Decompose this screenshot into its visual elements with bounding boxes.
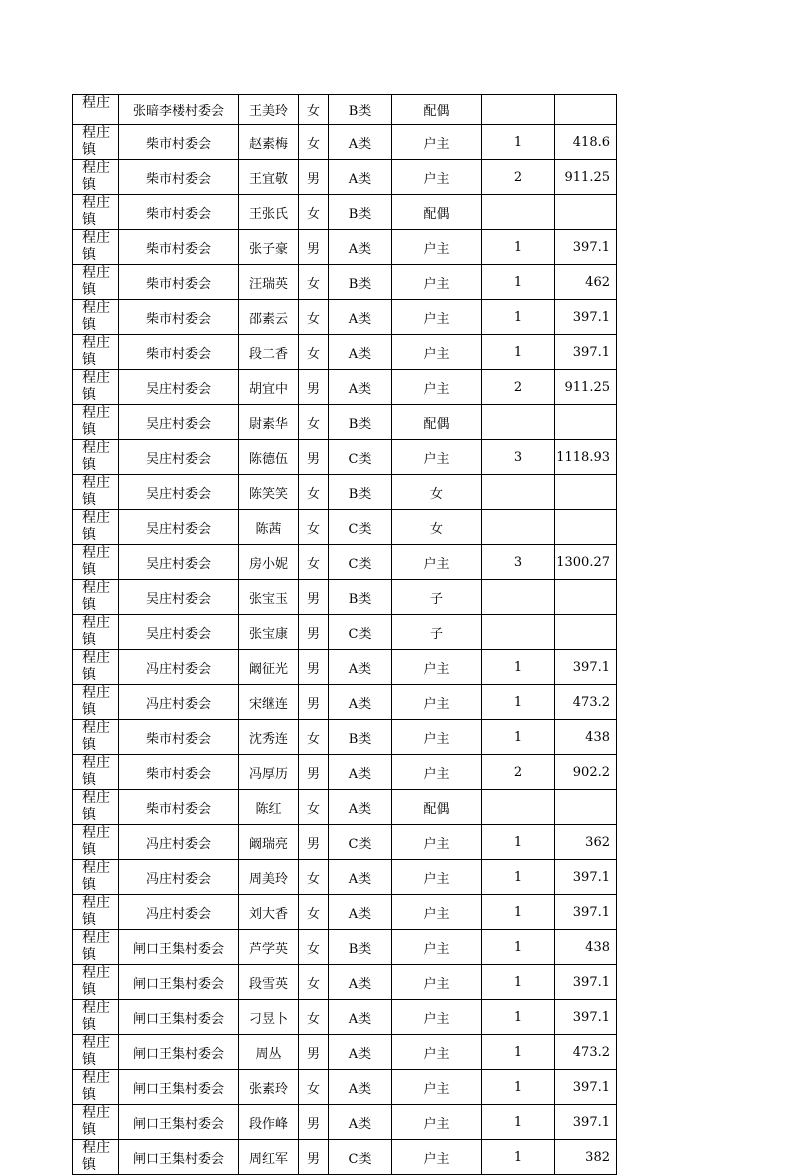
count-cell: 3: [482, 545, 555, 580]
name-cell: 阚征光: [239, 650, 299, 685]
relation-cell: 户主: [392, 685, 482, 720]
relation-cell: 配偶: [392, 405, 482, 440]
table-row: [73, 965, 617, 1000]
town-cell: 程庄镇: [73, 160, 119, 195]
amount-cell: 438: [555, 720, 617, 755]
amount-cell: [555, 510, 617, 545]
village-cell: 吴庄村委会: [119, 370, 239, 405]
relation-cell: 配偶: [392, 195, 482, 230]
village-cell: 吴庄村委会: [119, 615, 239, 650]
amount-cell: 1118.93: [555, 440, 617, 475]
name-cell: 赵素梅: [239, 125, 299, 160]
gender-cell: 女: [299, 405, 329, 440]
name-cell: 陈德伍: [239, 440, 299, 475]
category-cell: B类: [329, 930, 392, 965]
village-cell: 吴庄村委会: [119, 405, 239, 440]
town-cell: 程庄镇: [73, 440, 119, 475]
category-cell: A类: [329, 1000, 392, 1035]
name-cell: 陈茜: [239, 510, 299, 545]
village-cell: 柴市村委会: [119, 755, 239, 790]
category-cell: A类: [329, 965, 392, 1000]
name-cell: 段二香: [239, 335, 299, 370]
amount-cell: 397.1: [555, 965, 617, 1000]
amount-cell: [555, 615, 617, 650]
town-cell: 程庄镇: [73, 510, 119, 545]
relation-cell: 户主: [392, 160, 482, 195]
amount-cell: 397.1: [555, 895, 617, 930]
gender-cell: 女: [299, 545, 329, 580]
gender-cell: 女: [299, 930, 329, 965]
table-row: [73, 930, 617, 965]
table-row: [73, 335, 617, 370]
gender-cell: 男: [299, 1140, 329, 1175]
amount-cell: [555, 195, 617, 230]
amount-cell: [555, 405, 617, 440]
gender-cell: 男: [299, 1035, 329, 1070]
table-row: [73, 440, 617, 475]
name-cell: 周美玲: [239, 860, 299, 895]
town-cell: 程庄镇: [73, 720, 119, 755]
amount-cell: [555, 790, 617, 825]
count-cell: [482, 95, 555, 125]
table-row: [73, 95, 617, 125]
count-cell: 1: [482, 720, 555, 755]
town-cell: 程庄镇: [73, 965, 119, 1000]
table-row: [73, 720, 617, 755]
village-cell: 柴市村委会: [119, 125, 239, 160]
village-cell: 冯庄村委会: [119, 650, 239, 685]
gender-cell: 女: [299, 335, 329, 370]
gender-cell: 女: [299, 265, 329, 300]
count-cell: 1: [482, 1070, 555, 1105]
count-cell: [482, 790, 555, 825]
gender-cell: 男: [299, 230, 329, 265]
table-row: [73, 755, 617, 790]
town-cell: 程庄镇: [73, 125, 119, 160]
village-cell: 吴庄村委会: [119, 580, 239, 615]
village-cell: 冯庄村委会: [119, 825, 239, 860]
table-row: [73, 125, 617, 160]
gender-cell: 男: [299, 370, 329, 405]
village-cell: 吴庄村委会: [119, 510, 239, 545]
village-cell: 闸口王集村委会: [119, 1070, 239, 1105]
village-cell: 柴市村委会: [119, 790, 239, 825]
category-cell: C类: [329, 825, 392, 860]
village-cell: 柴市村委会: [119, 195, 239, 230]
category-cell: A类: [329, 335, 392, 370]
relation-cell: 户主: [392, 1035, 482, 1070]
table-row: [73, 1140, 617, 1175]
gender-cell: 男: [299, 650, 329, 685]
table-row: [73, 545, 617, 580]
category-cell: A类: [329, 755, 392, 790]
town-cell: 程庄镇: [73, 545, 119, 580]
category-cell: A类: [329, 370, 392, 405]
village-cell: 闸口王集村委会: [119, 1140, 239, 1175]
table-row: [73, 265, 617, 300]
table-row: [73, 510, 617, 545]
relation-cell: 户主: [392, 335, 482, 370]
name-cell: 刁昱卜: [239, 1000, 299, 1035]
relation-cell: 户主: [392, 895, 482, 930]
category-cell: A类: [329, 685, 392, 720]
gender-cell: 男: [299, 440, 329, 475]
gender-cell: 男: [299, 615, 329, 650]
gender-cell: 女: [299, 965, 329, 1000]
village-cell: 吴庄村委会: [119, 475, 239, 510]
count-cell: 1: [482, 335, 555, 370]
gender-cell: 男: [299, 160, 329, 195]
town-cell: 程庄镇: [73, 1000, 119, 1035]
town-cell: 程庄镇: [73, 195, 119, 230]
relation-cell: 户主: [392, 1105, 482, 1140]
name-cell: 张宝玉: [239, 580, 299, 615]
category-cell: B类: [329, 195, 392, 230]
amount-cell: 397.1: [555, 1070, 617, 1105]
name-cell: 冯厚历: [239, 755, 299, 790]
count-cell: [482, 195, 555, 230]
amount-cell: 1300.27: [555, 545, 617, 580]
count-cell: [482, 615, 555, 650]
gender-cell: 女: [299, 720, 329, 755]
amount-cell: 462: [555, 265, 617, 300]
name-cell: 周丛: [239, 1035, 299, 1070]
count-cell: 1: [482, 895, 555, 930]
table-row: [73, 650, 617, 685]
amount-cell: 397.1: [555, 300, 617, 335]
village-cell: 闸口王集村委会: [119, 1000, 239, 1035]
count-cell: 1: [482, 685, 555, 720]
amount-cell: 397.1: [555, 335, 617, 370]
category-cell: A类: [329, 1070, 392, 1105]
relation-cell: 户主: [392, 720, 482, 755]
gender-cell: 女: [299, 1000, 329, 1035]
village-cell: 闸口王集村委会: [119, 930, 239, 965]
category-cell: A类: [329, 1035, 392, 1070]
count-cell: [482, 475, 555, 510]
name-cell: 段作峰: [239, 1105, 299, 1140]
village-cell: 柴市村委会: [119, 335, 239, 370]
town-cell: 程庄镇: [73, 825, 119, 860]
gender-cell: 女: [299, 1070, 329, 1105]
town-cell: 程庄: [73, 95, 119, 125]
table-row: [73, 615, 617, 650]
table-row: [73, 580, 617, 615]
town-cell: 程庄镇: [73, 685, 119, 720]
amount-cell: 397.1: [555, 1000, 617, 1035]
name-cell: 邵素云: [239, 300, 299, 335]
count-cell: 1: [482, 930, 555, 965]
amount-cell: [555, 95, 617, 125]
gender-cell: 女: [299, 895, 329, 930]
category-cell: B类: [329, 265, 392, 300]
gender-cell: 男: [299, 755, 329, 790]
category-cell: A类: [329, 1105, 392, 1140]
town-cell: 程庄镇: [73, 230, 119, 265]
category-cell: A类: [329, 895, 392, 930]
count-cell: 1: [482, 300, 555, 335]
town-cell: 程庄镇: [73, 370, 119, 405]
category-cell: A类: [329, 300, 392, 335]
table-row: [73, 1000, 617, 1035]
name-cell: 胡宜中: [239, 370, 299, 405]
village-cell: 柴市村委会: [119, 230, 239, 265]
relation-cell: 子: [392, 615, 482, 650]
relation-cell: 女: [392, 475, 482, 510]
category-cell: B类: [329, 580, 392, 615]
count-cell: [482, 510, 555, 545]
relation-cell: 户主: [392, 370, 482, 405]
relation-cell: 户主: [392, 755, 482, 790]
name-cell: 张素玲: [239, 1070, 299, 1105]
gender-cell: 女: [299, 790, 329, 825]
relation-cell: 户主: [392, 965, 482, 1000]
amount-cell: 362: [555, 825, 617, 860]
amount-cell: 418.6: [555, 125, 617, 160]
relation-cell: 配偶: [392, 790, 482, 825]
town-cell: 程庄镇: [73, 860, 119, 895]
name-cell: 沈秀连: [239, 720, 299, 755]
town-cell: 程庄镇: [73, 580, 119, 615]
count-cell: 2: [482, 160, 555, 195]
name-cell: 张宝康: [239, 615, 299, 650]
town-cell: 程庄镇: [73, 300, 119, 335]
gender-cell: 女: [299, 300, 329, 335]
name-cell: 张子豪: [239, 230, 299, 265]
amount-cell: 397.1: [555, 860, 617, 895]
town-cell: 程庄镇: [73, 755, 119, 790]
amount-cell: 397.1: [555, 230, 617, 265]
category-cell: A类: [329, 125, 392, 160]
name-cell: 陈笑笑: [239, 475, 299, 510]
town-cell: 程庄镇: [73, 615, 119, 650]
table-row: [73, 1035, 617, 1070]
gender-cell: 女: [299, 195, 329, 230]
relation-cell: 户主: [392, 125, 482, 160]
category-cell: A类: [329, 790, 392, 825]
count-cell: 1: [482, 1000, 555, 1035]
table-row: [73, 825, 617, 860]
table-row: [73, 1105, 617, 1140]
gender-cell: 女: [299, 510, 329, 545]
town-cell: 程庄镇: [73, 335, 119, 370]
gender-cell: 女: [299, 860, 329, 895]
count-cell: 1: [482, 965, 555, 1000]
amount-cell: 397.1: [555, 1105, 617, 1140]
count-cell: 1: [482, 265, 555, 300]
relation-cell: 配偶: [392, 95, 482, 125]
table-row: [73, 860, 617, 895]
name-cell: 王宜敬: [239, 160, 299, 195]
town-cell: 程庄镇: [73, 1070, 119, 1105]
table-row: [73, 790, 617, 825]
category-cell: B类: [329, 475, 392, 510]
category-cell: C类: [329, 1140, 392, 1175]
count-cell: 1: [482, 650, 555, 685]
town-cell: 程庄镇: [73, 405, 119, 440]
town-cell: 程庄镇: [73, 790, 119, 825]
gender-cell: 女: [299, 125, 329, 160]
gender-cell: 男: [299, 1105, 329, 1140]
village-cell: 张暗李楼村委会: [119, 95, 239, 125]
relation-cell: 子: [392, 580, 482, 615]
amount-cell: [555, 475, 617, 510]
count-cell: 1: [482, 825, 555, 860]
table-row: [73, 195, 617, 230]
amount-cell: 397.1: [555, 650, 617, 685]
village-cell: 柴市村委会: [119, 300, 239, 335]
table-row: [73, 300, 617, 335]
amount-cell: 902.2: [555, 755, 617, 790]
category-cell: A类: [329, 650, 392, 685]
gender-cell: 男: [299, 825, 329, 860]
amount-cell: 473.2: [555, 685, 617, 720]
village-cell: 吴庄村委会: [119, 545, 239, 580]
village-cell: 冯庄村委会: [119, 860, 239, 895]
table-row: [73, 1070, 617, 1105]
table-row: [73, 405, 617, 440]
village-cell: 柴市村委会: [119, 265, 239, 300]
amount-cell: 911.25: [555, 370, 617, 405]
name-cell: 周红军: [239, 1140, 299, 1175]
relation-cell: 户主: [392, 1000, 482, 1035]
count-cell: 1: [482, 1140, 555, 1175]
category-cell: A类: [329, 160, 392, 195]
table-row: [73, 230, 617, 265]
gender-cell: 女: [299, 95, 329, 125]
table-row: [73, 370, 617, 405]
category-cell: B类: [329, 95, 392, 125]
name-cell: 陈红: [239, 790, 299, 825]
name-cell: 尉素华: [239, 405, 299, 440]
count-cell: 1: [482, 860, 555, 895]
count-cell: [482, 580, 555, 615]
name-cell: 段雪英: [239, 965, 299, 1000]
table-row: [73, 475, 617, 510]
count-cell: 2: [482, 755, 555, 790]
town-cell: 程庄镇: [73, 265, 119, 300]
relation-cell: 户主: [392, 265, 482, 300]
relation-cell: 户主: [392, 230, 482, 265]
count-cell: 1: [482, 1105, 555, 1140]
relation-cell: 户主: [392, 930, 482, 965]
name-cell: 阚瑞亮: [239, 825, 299, 860]
amount-cell: 911.25: [555, 160, 617, 195]
table-row: [73, 685, 617, 720]
relation-cell: 户主: [392, 545, 482, 580]
town-cell: 程庄镇: [73, 1105, 119, 1140]
village-cell: 闸口王集村委会: [119, 1105, 239, 1140]
category-cell: C类: [329, 510, 392, 545]
gender-cell: 男: [299, 580, 329, 615]
town-cell: 程庄镇: [73, 475, 119, 510]
table-row: [73, 895, 617, 930]
village-cell: 冯庄村委会: [119, 685, 239, 720]
relation-cell: 户主: [392, 825, 482, 860]
count-cell: 1: [482, 230, 555, 265]
amount-cell: 473.2: [555, 1035, 617, 1070]
relation-cell: 户主: [392, 1140, 482, 1175]
village-cell: 闸口王集村委会: [119, 1035, 239, 1070]
relation-cell: 户主: [392, 300, 482, 335]
name-cell: 刘大香: [239, 895, 299, 930]
relation-cell: 户主: [392, 440, 482, 475]
relation-cell: 户主: [392, 860, 482, 895]
count-cell: 1: [482, 125, 555, 160]
count-cell: 3: [482, 440, 555, 475]
count-cell: 1: [482, 1035, 555, 1070]
relation-cell: 女: [392, 510, 482, 545]
village-cell: 柴市村委会: [119, 160, 239, 195]
village-cell: 冯庄村委会: [119, 895, 239, 930]
village-cell: 闸口王集村委会: [119, 965, 239, 1000]
category-cell: C类: [329, 545, 392, 580]
category-cell: C类: [329, 440, 392, 475]
table-body: [73, 95, 617, 1175]
village-cell: 柴市村委会: [119, 720, 239, 755]
name-cell: 王美玲: [239, 95, 299, 125]
relation-cell: 户主: [392, 1070, 482, 1105]
town-cell: 程庄镇: [73, 1140, 119, 1175]
town-cell: 程庄镇: [73, 650, 119, 685]
category-cell: A类: [329, 230, 392, 265]
category-cell: C类: [329, 615, 392, 650]
amount-cell: [555, 580, 617, 615]
category-cell: B类: [329, 405, 392, 440]
name-cell: 芦学英: [239, 930, 299, 965]
name-cell: 汪瑞英: [239, 265, 299, 300]
name-cell: 宋继连: [239, 685, 299, 720]
category-cell: B类: [329, 720, 392, 755]
count-cell: 2: [482, 370, 555, 405]
gender-cell: 男: [299, 685, 329, 720]
town-cell: 程庄镇: [73, 930, 119, 965]
name-cell: 房小妮: [239, 545, 299, 580]
table-row: [73, 160, 617, 195]
name-cell: 王张氏: [239, 195, 299, 230]
village-cell: 吴庄村委会: [119, 440, 239, 475]
town-cell: 程庄镇: [73, 1035, 119, 1070]
category-cell: A类: [329, 860, 392, 895]
relation-cell: 户主: [392, 650, 482, 685]
beneficiary-table: [72, 94, 617, 1175]
gender-cell: 女: [299, 475, 329, 510]
amount-cell: 382: [555, 1140, 617, 1175]
amount-cell: 438: [555, 930, 617, 965]
town-cell: 程庄镇: [73, 895, 119, 930]
count-cell: [482, 405, 555, 440]
